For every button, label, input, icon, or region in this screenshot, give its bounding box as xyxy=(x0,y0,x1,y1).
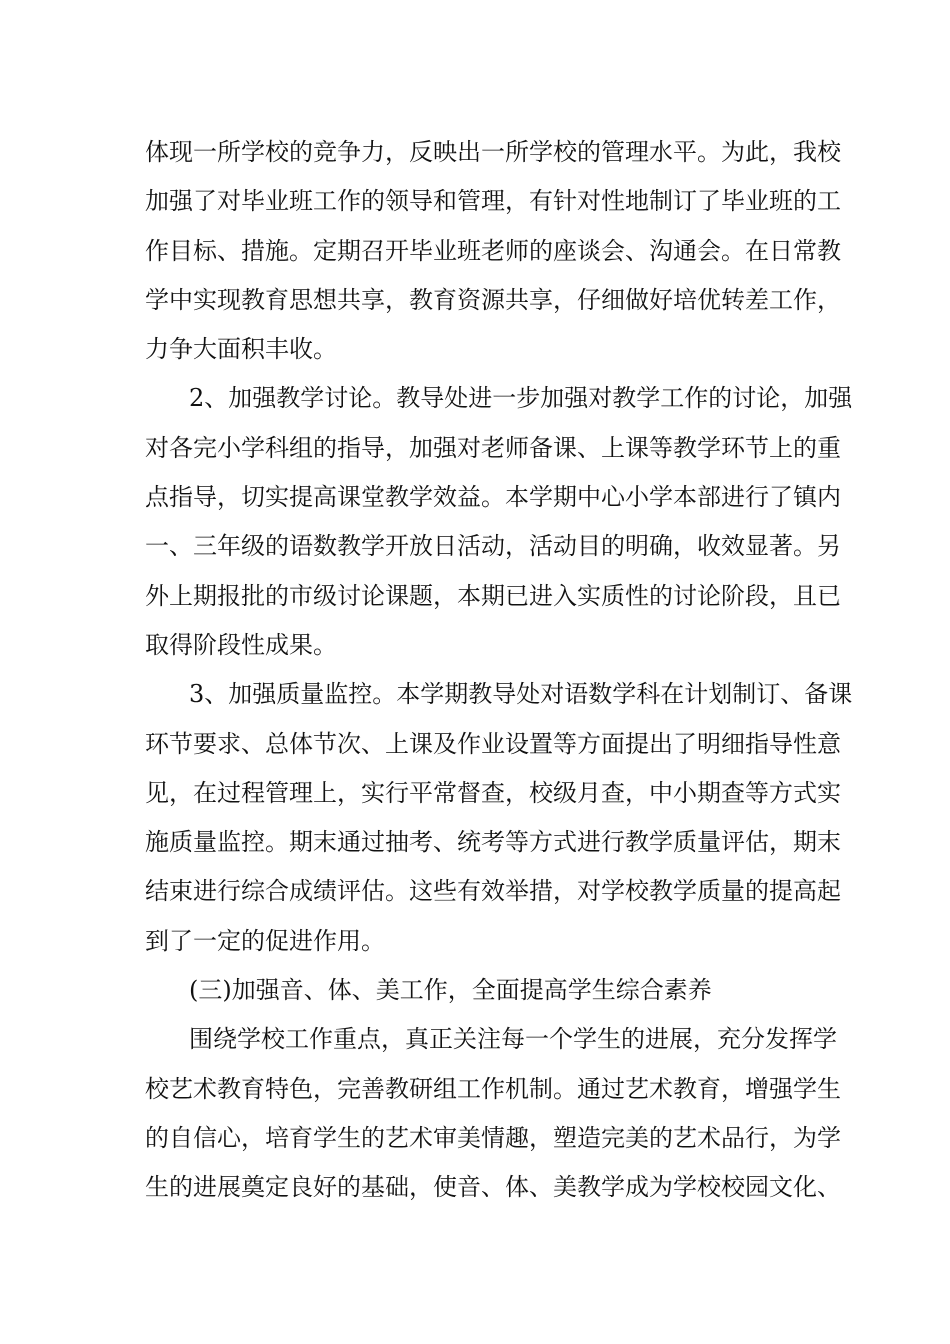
text-line: 到了一定的促进作用。 xyxy=(145,926,385,955)
text-line: 结束进行综合成绩评估。这些有效举措，对学校教学质量的提高起 xyxy=(145,877,841,906)
text-line: 一、三年级的语数教学开放日活动，活动目的明确，收效显著。另 xyxy=(145,532,841,561)
section-heading: (三)加强音、体、美工作，全面提高学生综合素养 xyxy=(189,976,712,1005)
text-line: 环节要求、总体节次、上课及作业设置等方面提出了明细指导性意 xyxy=(145,729,841,758)
text-line: 作目标、措施。定期召开毕业班老师的座谈会、沟通会。在日常教 xyxy=(145,236,841,265)
text-line: 学中实现教育思想共享，教育资源共享，仔细做好培优转差工作， xyxy=(145,285,841,314)
text-line: 见，在过程管理上，实行平常督查，校级月查，中小期查等方式实 xyxy=(145,778,841,807)
text-line: 施质量监控。期末通过抽考、统考等方式进行教学质量评估，期末 xyxy=(145,828,841,857)
text-line: 加强了对毕业班工作的领导和管理，有针对性地制订了毕业班的工 xyxy=(145,187,841,216)
text-line: 对各完小学科组的指导，加强对老师备课、上课等教学环节上的重 xyxy=(145,433,841,462)
text-line: 校艺术教育特色，完善教研组工作机制。通过艺术教育，增强学生 xyxy=(145,1074,841,1103)
text-line: 外上期报批的市级讨论课题，本期已进入实质性的讨论阶段，且已 xyxy=(145,581,841,610)
text-line: 2、加强教学讨论。教导处进一步加强对教学工作的讨论，加强 xyxy=(189,384,853,413)
text-line: 围绕学校工作重点，真正关注每一个学生的进展，充分发挥学 xyxy=(189,1025,837,1054)
text-line: 生的进展奠定良好的基础，使音、体、美教学成为学校校园文化、 xyxy=(145,1173,841,1202)
text-line: 3、加强质量监控。本学期教导处对语数学科在计划制订、备课 xyxy=(189,680,853,709)
text-line: 取得阶段性成果。 xyxy=(145,630,337,659)
body-text xyxy=(145,128,853,1213)
text-line: 的自信心，培育学生的艺术审美情趣，塑造完美的艺术品行，为学 xyxy=(145,1123,841,1152)
text-line: 点指导，切实提高课堂教学效益。本学期中心小学本部进行了镇内 xyxy=(145,483,841,512)
text-line: 力争大面积丰收。 xyxy=(145,335,337,364)
text-line: 体现一所学校的竞争力，反映出一所学校的管理水平。为此，我校 xyxy=(145,138,841,166)
